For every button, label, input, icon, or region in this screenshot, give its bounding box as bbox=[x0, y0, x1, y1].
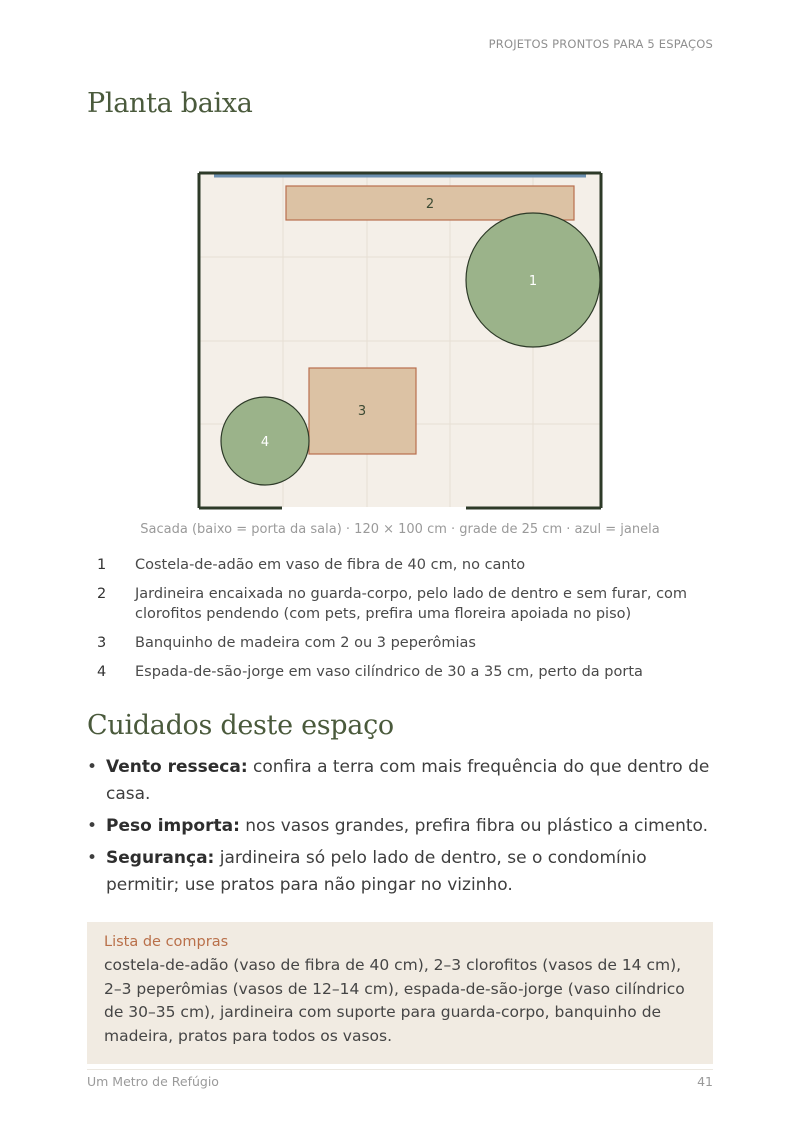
shopping-list-body: costela-de-adão (vaso de fibra de 40 cm), 2–3 clorofitos (vasos de 14 cm), 2–3 peperômias (vasos de 12–14 cm), espada-de-são-jorge (vaso cilíndrico de 30–35 cm), jardineira com suporte para guarda-corpo, banquinho de madeira, pratos para todos os vasos. bbox=[104, 956, 685, 1045]
floor-plan bbox=[190, 165, 610, 515]
care-item bbox=[87, 754, 717, 808]
legend-item bbox=[97, 584, 695, 624]
plan-caption: Sacada (baixo = porta da sala) · 120 × 100 cm · grade de 25 cm · azul = janela bbox=[140, 522, 660, 537]
page-number: 41 bbox=[697, 1074, 713, 1089]
marker-3: 3 bbox=[357, 404, 367, 419]
shopping-list-title: Lista de compras bbox=[104, 934, 229, 950]
item-3-bench bbox=[309, 368, 416, 454]
plan-legend bbox=[97, 555, 695, 691]
care-title: Cuidados deste espaço bbox=[87, 710, 394, 741]
footer-divider bbox=[87, 1069, 713, 1070]
legend-number: 3 bbox=[97, 635, 107, 651]
marker-4: 4 bbox=[260, 435, 270, 450]
shopping-list-box bbox=[87, 922, 713, 1064]
legend-number: 4 bbox=[97, 664, 107, 680]
bullet-icon: • bbox=[87, 757, 98, 777]
bullet-icon: • bbox=[87, 816, 98, 836]
marker-2: 2 bbox=[425, 197, 435, 212]
legend-item bbox=[97, 633, 695, 653]
item-1-monstera bbox=[466, 213, 600, 347]
care-item-text: jardineira só pelo lado de dentro, se o condomínio permitir; use pratos para não pingar no vizinho. bbox=[106, 848, 647, 895]
legend-text: Espada-de-são-jorge em vaso cilíndrico de 30 a 35 cm, perto da porta bbox=[135, 664, 643, 680]
legend-number: 1 bbox=[97, 557, 107, 573]
care-item-text: confira a terra com mais frequência do que dentro de casa. bbox=[106, 757, 710, 804]
footer-book-title: Um Metro de Refúgio bbox=[87, 1074, 219, 1089]
care-item bbox=[87, 845, 717, 899]
plan-title: Planta baixa bbox=[87, 88, 253, 119]
care-item-label: Peso importa: bbox=[106, 816, 240, 836]
legend-item bbox=[97, 662, 695, 682]
legend-number: 2 bbox=[97, 586, 107, 602]
legend-item bbox=[97, 555, 695, 575]
care-item-text: nos vasos grandes, prefira fibra ou plástico a cimento. bbox=[239, 816, 709, 836]
running-header: PROJETOS PRONTOS PARA 5 ESPAÇOS bbox=[488, 37, 713, 51]
bullet-icon: • bbox=[87, 848, 98, 868]
care-list bbox=[87, 754, 717, 904]
care-item-label: Vento resseca: bbox=[106, 757, 248, 777]
legend-text: Banquinho de madeira com 2 ou 3 peperômias bbox=[135, 635, 476, 651]
marker-1: 1 bbox=[528, 274, 538, 289]
legend-text: Jardineira encaixada no guarda-corpo, pelo lado de dentro e sem furar, com clorofitos pendendo (com pets, prefira uma floreira apoiada no piso) bbox=[135, 586, 688, 622]
care-item-label: Segurança: bbox=[106, 848, 215, 868]
floor-plan-drawing bbox=[190, 165, 610, 515]
care-item bbox=[87, 813, 717, 840]
item-4-snake-plant bbox=[221, 397, 309, 485]
legend-text: Costela-de-adão em vaso de fibra de 40 cm, no canto bbox=[135, 557, 526, 573]
